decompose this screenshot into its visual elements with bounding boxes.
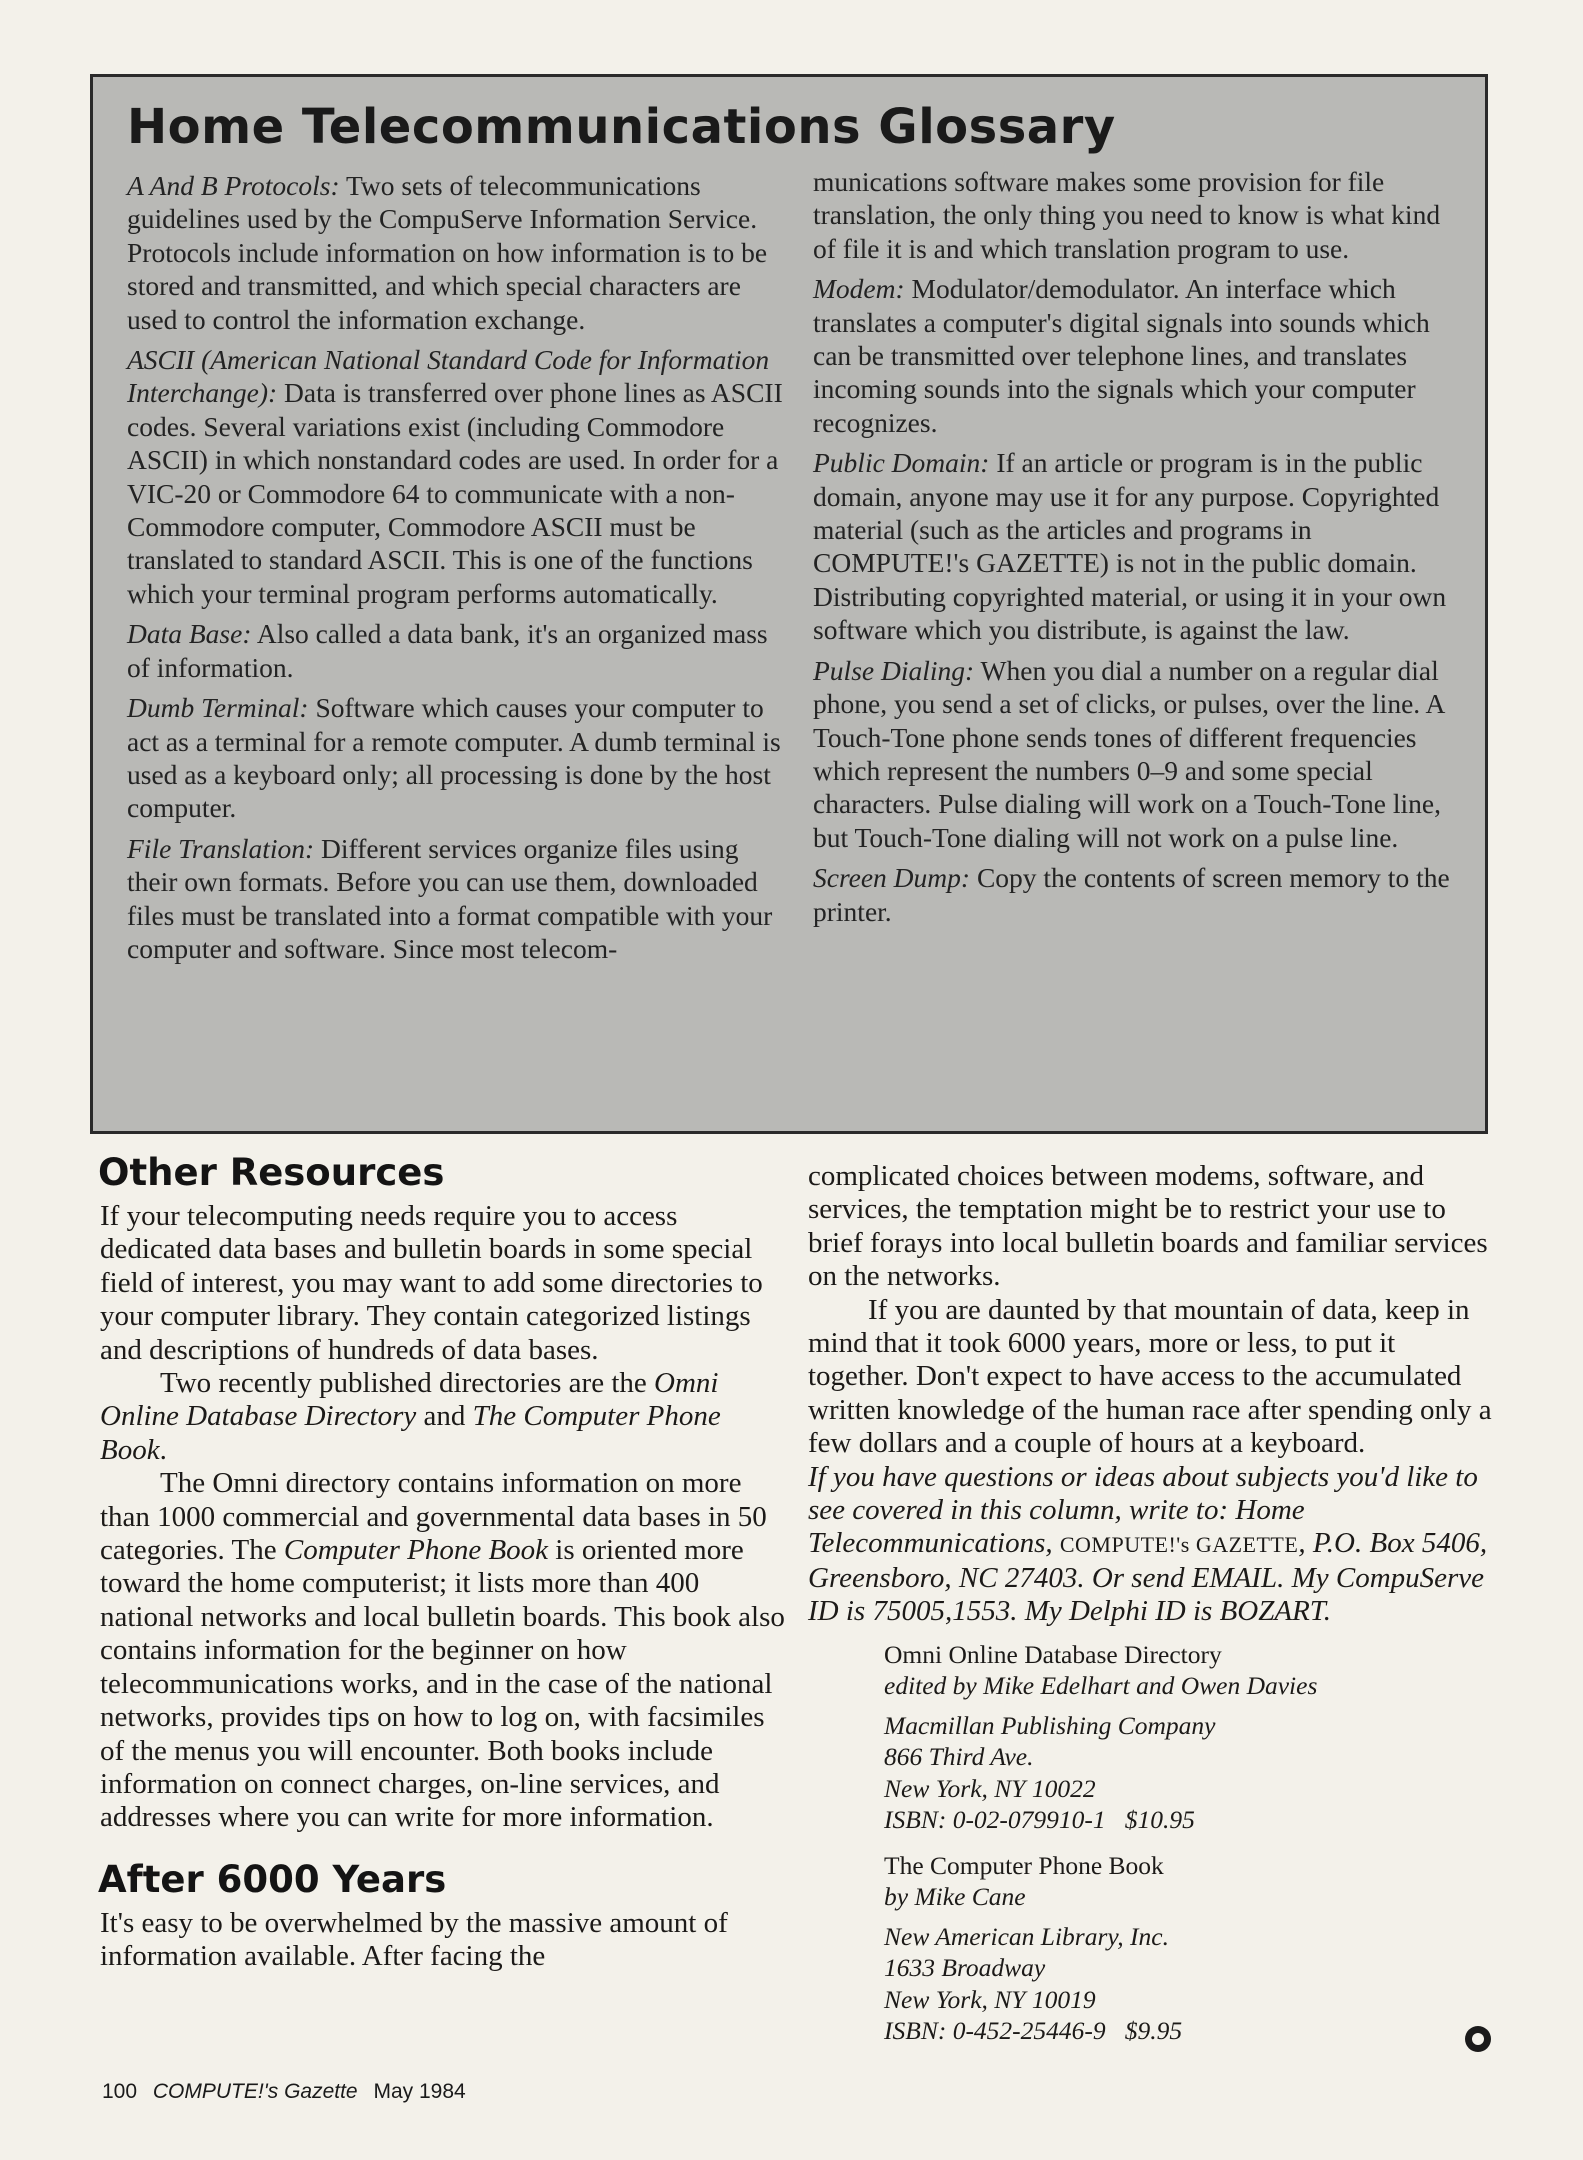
text-run: The Omni directory contains information on more than 1000 commercial and governmental data bases in 50 categories. The	[100, 1467, 767, 1567]
book-title: Omni Online Database Directory	[884, 1639, 1222, 1669]
glossary-entry-ascii	[127, 343, 795, 610]
text-run: If you have questions or ideas about subjects you'd like to see covered in this column, write to: Home Telecommunications,	[808, 1460, 1478, 1560]
book-address: 866 Third Ave.	[884, 1742, 1034, 1772]
bibliography-entry	[884, 1850, 1498, 2047]
paragraph	[100, 1467, 790, 1834]
bibliography-entry	[884, 1639, 1498, 1836]
text-run: and	[416, 1400, 473, 1433]
text-run: is oriented more toward the home computerist; it lists more than 400 national networks and local bulletin boards. This book also contains information for the beginner on how telecommunications works, and in the case of the national networks, provides tips on how to log on, with facsimiles of the menus you will encounter. Both books include information on connect charges, on-line services, and addresses where you can write for more information.	[100, 1534, 785, 1834]
glossary-term: File Translation:	[127, 832, 315, 864]
bibliography	[884, 1639, 1498, 2047]
book-credit: by Mike Cane	[884, 1882, 1026, 1912]
glossary-definition: Data is transferred over phone lines as ASCII codes. Several variations exist (including Commodore ASCII) in which nonstandard codes are used. In order for a VIC-20 or Commodore 64 to communicate with a non-Commodore computer, Commodore ASCII must be translated to standard ASCII. This is one of the functions which your terminal program performs automatically.	[127, 377, 783, 609]
end-of-article-icon	[1465, 2026, 1491, 2052]
glossary-title: Home Telecommunications Glossary	[127, 99, 1116, 155]
glossary-entry-continued	[813, 165, 1453, 265]
book-title: Computer Phone Book	[283, 1534, 549, 1567]
glossary-entry-screen-dump	[813, 861, 1453, 928]
glossary-term: Public Domain:	[813, 447, 990, 479]
book-city: New York, NY 10022	[884, 1773, 1096, 1803]
glossary-entry-modem	[813, 272, 1453, 439]
glossary-term: Modem:	[813, 273, 905, 305]
glossary-definition: When you dial a number on a regular dial phone, you send a set of clicks, or pulses, over the line. A Touch-Tone phone sends tones of different frequencies which represent the numbers 0–9 and some special characters. Pulse dialing will work on a Touch-Tone line, but Touch-Tone dialing will not work on a pulse line.	[813, 654, 1444, 853]
glossary-right-column	[813, 165, 1453, 935]
issue-date: May 1984	[373, 2080, 466, 2103]
book-publisher: New American Library, Inc.	[884, 1921, 1169, 1951]
magazine-name: COMPUTE!'s GAZETTE	[1059, 1532, 1299, 1558]
text-run: Two recently published directories are the	[160, 1367, 655, 1400]
glossary-term: A And B Protocols:	[127, 170, 340, 201]
glossary-definition: If an article or program is in the public domain, anyone may use it for any purpose. Copyrighted material (such as the articles and programs in COMPUTE!'s GAZETTE) is not in the public domain. Distributing copyrighted material, or using it in your own software which you distribute, is against the law.	[813, 447, 1447, 646]
page-footer	[102, 2080, 476, 2104]
book-title: Omni Online Database Directory	[100, 1367, 719, 1433]
glossary-entry-pulse-dialing	[813, 654, 1453, 854]
book-isbn-price: ISBN: 0-452-25446-9 $9.95	[884, 2016, 1183, 2046]
glossary-definition: Modulator/demodulator. An interface which translates a computer's digital signals into sounds which can be transmitted over telephone lines, and translates incoming sounds into the signals which your computer recognizes.	[813, 273, 1430, 438]
magazine-name: COMPUTE!'s Gazette	[152, 2080, 358, 2103]
paragraph: complicated choices between modems, software, and services, the temptation might be to restrict your use to brief forays into local bulletin boards and familiar services on the networks.	[808, 1160, 1488, 1293]
book-address: 1633 Broadway	[884, 1953, 1046, 1983]
article-right-column	[808, 1160, 1498, 2061]
glossary-definition: Two sets of telecommunications guidelines used by the CompuServe Information Service. Protocols include information on how information is to be stored and transmitted, and which special characters are used to control the information exchange.	[127, 170, 768, 335]
glossary-term: Pulse Dialing:	[813, 654, 975, 686]
glossary-entry-dumb-terminal	[127, 691, 795, 825]
book-publisher: Macmillan Publishing Company	[884, 1710, 1216, 1740]
paragraph: If you are daunted by that mountain of data, keep in mind that it took 6000 years, more or less, to put it together. Don't expect to have access to the accumulated written knowledge of the human race after spending only a few dollars and a couple of hours at a keyboard.	[808, 1293, 1492, 1460]
book-title: The Computer Phone Book	[884, 1850, 1164, 1880]
glossary-definition: munications software makes some provision for file translation, the only thing you need to know is what kind of file it is and which translation program to use.	[813, 166, 1441, 264]
glossary-term: Dumb Terminal:	[127, 692, 309, 724]
book-isbn-price: ISBN: 0-02-079910-1 $10.95	[884, 1805, 1195, 1835]
section-heading-other-resources: Other Resources	[98, 1151, 445, 1194]
paragraph	[100, 1367, 790, 1467]
book-credit: edited by Mike Edelhart and Owen Davies	[884, 1671, 1318, 1701]
glossary-entry-data-base	[127, 617, 795, 684]
glossary-definition: Copy the contents of screen memory to the printer.	[813, 862, 1450, 927]
glossary-definition: Also called a data bank, it's an organized mass of information.	[127, 618, 768, 683]
glossary-term: Screen Dump:	[813, 862, 971, 894]
paragraph: If your telecomputing needs require you to access dedicated data bases and bulletin boards in some special field of interest, you may want to add some directories to your computer library. They contain categorized listings and descriptions of hundreds of data bases.	[100, 1200, 763, 1366]
text-run: , P.O. Box 5406, Greensboro, NC 27403. Or send EMAIL. My CompuServe ID is 75005,1553. My Delphi ID is BOZART.	[808, 1527, 1488, 1628]
glossary-left-column	[127, 169, 795, 972]
section-heading-after-6000-years: After 6000 Years	[98, 1857, 447, 1901]
glossary-definition: Software which causes your computer to act as a terminal for a remote computer. A dumb terminal is used as a keyboard only; all processing is done by the host computer.	[127, 692, 781, 824]
glossary-term: ASCII (American National Standard Code for Information Interchange):	[127, 344, 770, 409]
glossary-term: Data Base:	[127, 618, 252, 650]
author-note	[808, 1461, 1498, 1629]
glossary-entry-ab-protocols	[127, 169, 795, 336]
book-title: The Computer Phone Book	[100, 1400, 721, 1466]
text-run: .	[159, 1433, 167, 1466]
glossary-entry-public-domain	[813, 446, 1453, 646]
glossary-entry-file-translation	[127, 832, 795, 966]
article-left-column	[100, 1150, 790, 1974]
page-number: 100	[102, 2080, 138, 2103]
glossary-definition: Different services organize files using their own formats. Before you can use them, downloaded files must be translated into a format compatible with your computer and software. Since most telecom-	[127, 832, 773, 964]
book-city: New York, NY 10019	[884, 1984, 1096, 2014]
paragraph: It's easy to be overwhelmed by the massive amount of information available. After facing the	[100, 1906, 728, 1973]
glossary-box	[90, 74, 1488, 1134]
